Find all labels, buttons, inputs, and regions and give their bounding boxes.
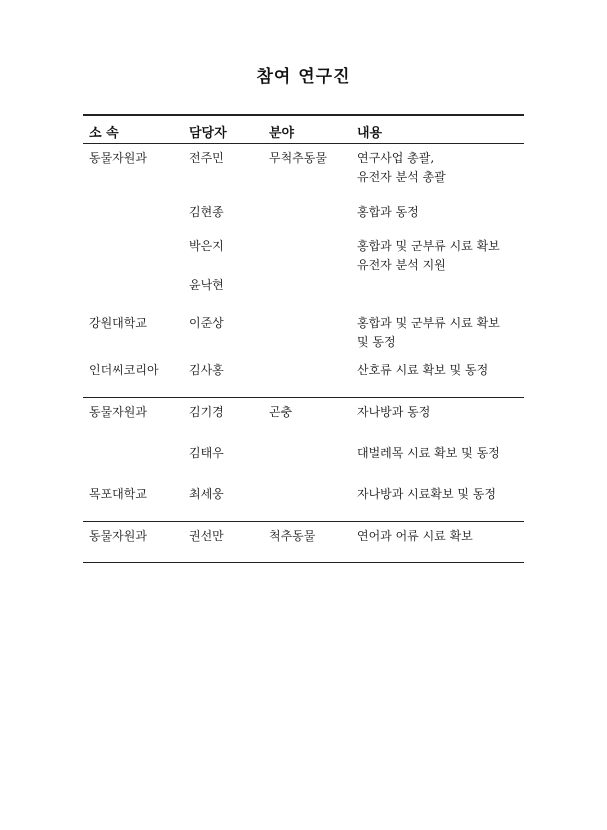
- header-affiliation: 소 속: [89, 126, 119, 141]
- person-cell: 전주민: [189, 151, 224, 165]
- person-cell: 권선만: [189, 529, 224, 543]
- content-line: 산호류 시료 확보 및 동정: [357, 363, 489, 377]
- section-rule: [83, 397, 524, 398]
- content-line: 홍합과 및 군부류 시료 확보: [357, 239, 500, 253]
- affiliation-cell: 동물자원과: [89, 151, 147, 165]
- section-rule: [83, 521, 524, 522]
- person-cell: 김현종: [189, 205, 224, 219]
- page-title: 참여 연구진: [256, 67, 351, 87]
- header-person: 담당자: [189, 126, 227, 141]
- person-cell: 김태우: [189, 446, 224, 460]
- field-cell: 곤충: [269, 405, 293, 419]
- content-line: 유전자 분석 총괄: [357, 170, 446, 184]
- content-line: 자나방과 시료확보 및 동정: [357, 487, 496, 501]
- person-cell: 이준상: [189, 316, 224, 330]
- content-line: 홍합과 동정: [357, 205, 419, 219]
- header-rule: [83, 143, 524, 144]
- table-top-rule: [83, 114, 524, 116]
- affiliation-cell: 인더씨코리아: [89, 363, 159, 377]
- table-bottom-rule: [83, 562, 524, 563]
- content-line: 유전자 분석 지원: [357, 258, 446, 272]
- content-line: 연구사업 총괄,: [357, 151, 435, 165]
- header-field: 분야: [269, 126, 295, 141]
- person-cell: 박은지: [189, 239, 224, 253]
- content-line: 연어과 어류 시료 확보: [357, 529, 473, 543]
- affiliation-cell: 동물자원과: [89, 405, 147, 419]
- affiliation-cell: 강원대학교: [89, 316, 147, 330]
- affiliation-cell: 목포대학교: [89, 487, 147, 501]
- person-cell: 김사홍: [189, 363, 224, 377]
- header-content: 내용: [357, 126, 383, 141]
- field-cell: 척추동물: [269, 529, 316, 543]
- field-cell: 무척추동물: [269, 151, 327, 165]
- content-line: 홍합과 및 군부류 시료 확보: [357, 316, 500, 330]
- content-line: 대벌레목 시료 확보 및 동정: [357, 446, 500, 460]
- content-line: 자나방과 동정: [357, 405, 431, 419]
- affiliation-cell: 동물자원과: [89, 529, 147, 543]
- content-line: 및 동정: [357, 335, 396, 349]
- person-cell: 최세웅: [189, 487, 224, 501]
- person-cell: 윤낙현: [189, 278, 224, 292]
- person-cell: 김기경: [189, 405, 224, 419]
